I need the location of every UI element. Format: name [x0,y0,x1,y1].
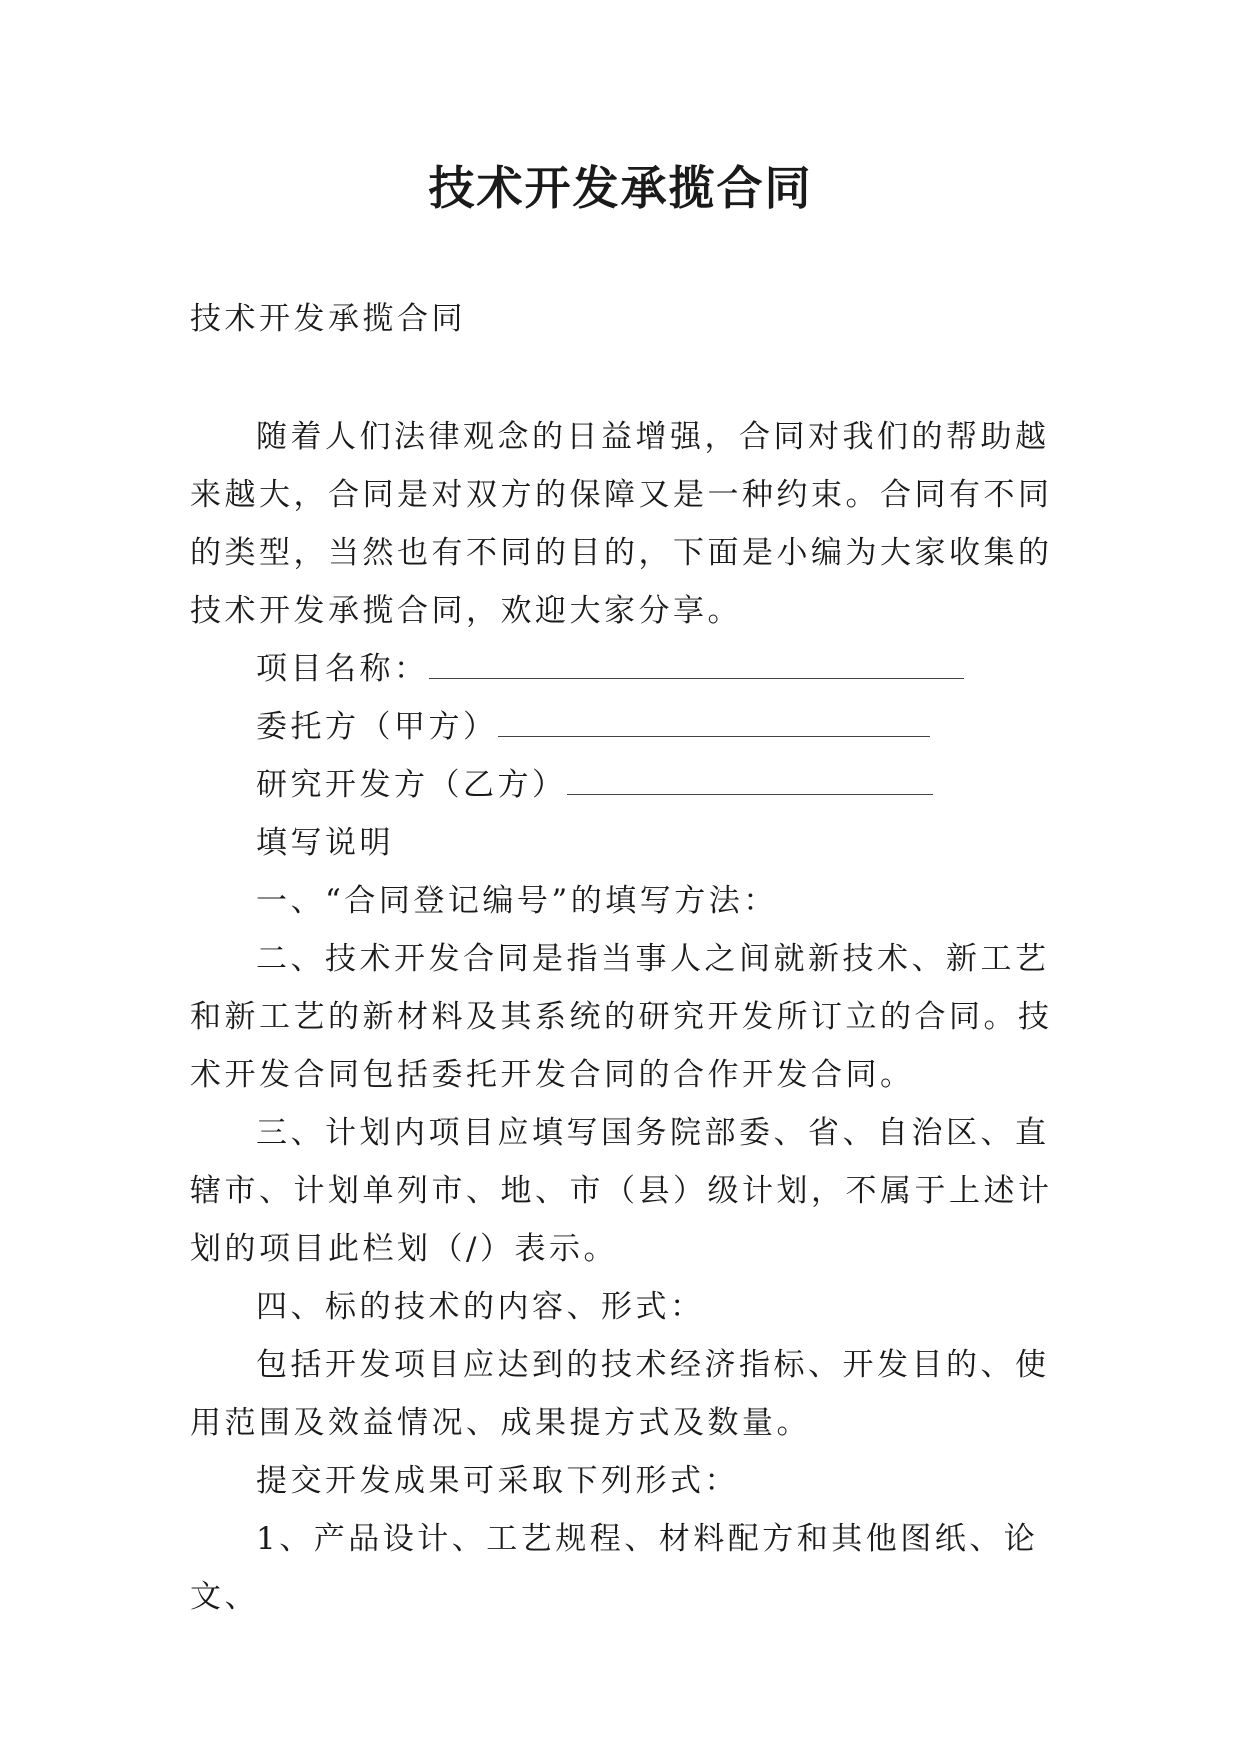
party-b-label: 研究开发方（乙方） [256,767,567,803]
document-body [190,290,1070,1626]
paragraph-item-4: 四、标的技术的内容、形式： [256,1289,705,1325]
party-a-field [190,698,1070,756]
intro-paragraph: 随着人们法律观念的日益增强，合同对我们的帮助越来越大，合同是对双方的保障又是一种约束。合同有不同的类型，当然也有不同的目的，下面是小编为大家收集的技术开发承揽合同，欢迎大家分享。 [190,419,1053,629]
paragraph-item-2: 二、技术开发合同是指当事人之间就新技术、新工艺和新工艺的新材料及其系统的研究开发所订立的合同。技术开发合同包括委托开发合同的合作开发合同。 [190,941,1053,1093]
party-b-field [190,756,1070,814]
project-name-label: 项目名称： [256,651,429,687]
document-subtitle: 技术开发承揽合同 [190,301,466,337]
project-name-field [190,640,1070,698]
paragraph-forms-heading: 提交开发成果可采取下列形式： [256,1463,739,1499]
paragraph-scope: 包括开发项目应达到的技术经济指标、开发目的、使用范围及效益情况、成果提方式及数量。 [190,1347,1050,1441]
party-a-blank [498,704,930,737]
party-b-blank [567,762,933,795]
project-name-blank [429,646,964,679]
paragraph-item-3: 三、计划内项目应填写国务院部委、省、自治区、直辖市、计划单列市、地、市（县）级计划，不属于上述计划的项目此栏划（/）表示。 [190,1115,1053,1267]
paragraph-form-1: 1、产品设计、工艺规程、材料配方和其他图纸、论文、 [190,1521,1039,1615]
document-title: 技术开发承揽合同 [428,161,813,215]
paragraph-item-1: 一、“合同登记编号”的填写方法： [256,883,778,919]
fill-instructions-heading: 填写说明 [256,825,394,861]
party-a-label: 委托方（甲方） [256,709,498,745]
